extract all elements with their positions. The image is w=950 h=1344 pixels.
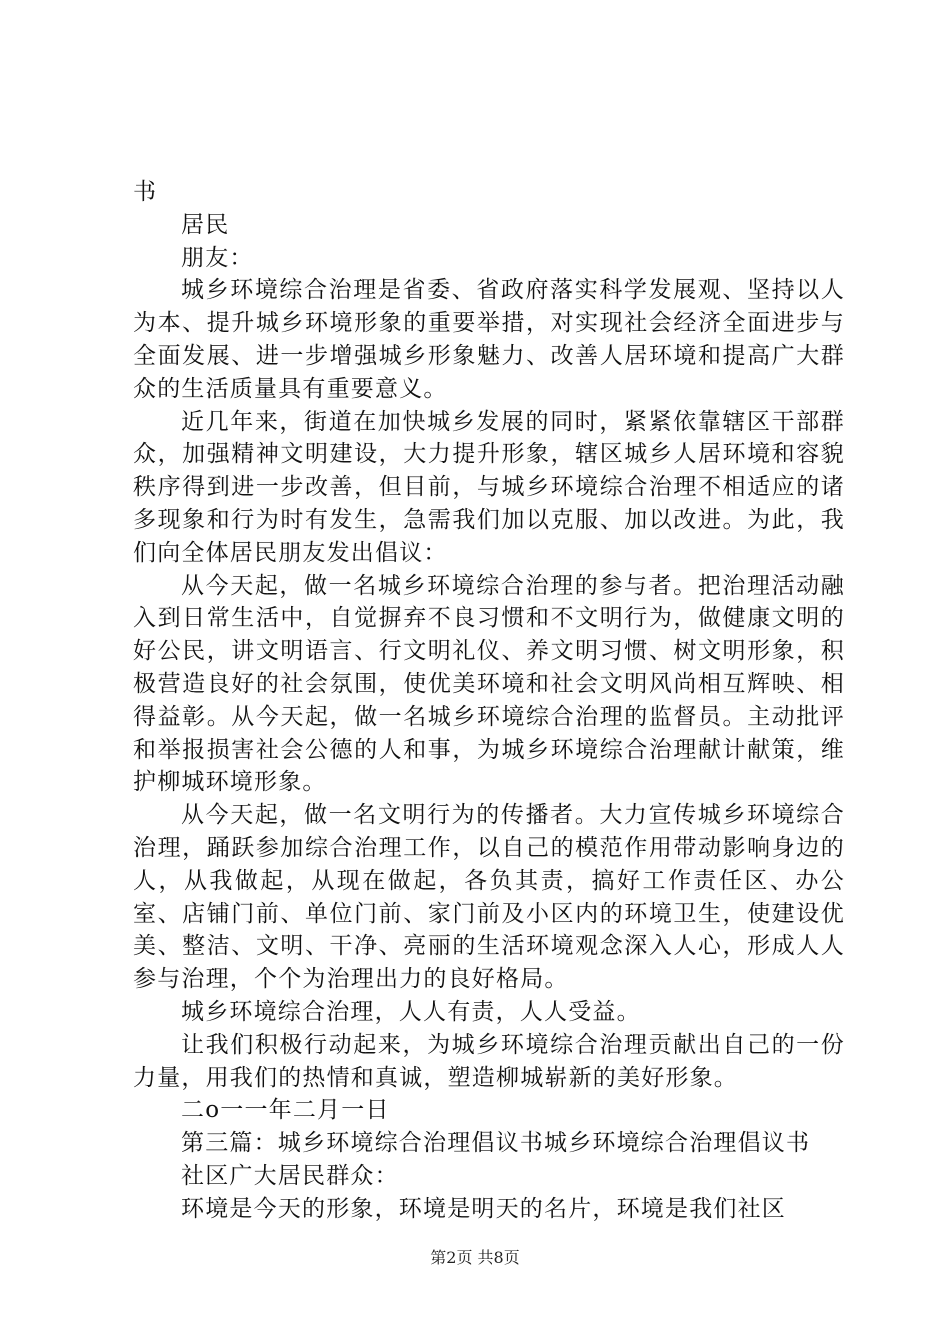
salutation: 社区广大居民群众： — [181, 1162, 399, 1189]
document-body — [133, 176, 845, 1226]
paragraph: 居民 — [181, 211, 230, 238]
paragraph: 让我们积极行动起来，为城乡环境综合治理贡献出自己的一份力量，用我们的热情和真诚，塑造柳城崭新的美好形象。 — [133, 1031, 845, 1091]
paragraph: 书 — [133, 179, 158, 205]
paragraph: 城乡环境综合治理是省委、省政府落实科学发展观、坚持以人为本、提升城乡环境形象的重要举措，对实现社会经济全面进步与全面发展、进一步增强城乡形象魅力、改善人居环境和提高广大群众的生活质量具有重要意义。 — [133, 277, 845, 402]
paragraph: 环境是今天的形象，环境是明天的名片，环境是我们社区 — [181, 1195, 786, 1222]
paragraph: 近几年来，街道在加快城乡发展的同时，紧紧依靠辖区干部群众，加强精神文明建设，大力提升形象，辖区城乡人居环境和容貌秩序得到进一步改善，但目前，与城乡环境综合治理不相适应的诸多现象和行为时有发生，急需我们加以克服、加以改进。为此，我们向全体居民朋友发出倡议： — [133, 408, 845, 566]
paragraph: 从今天起，做一名文明行为的传播者。大力宣传城乡环境综合治理，踊跃参加综合治理工作，以自己的模范作用带动影响身边的人，从我做起，从现在做起，各负其责，搞好工作责任区、办公室、店铺门前、单位门前、家门前及小区内的环境卫生，使建设优美、整洁、文明、干净、亮丽的生活环境观念深入人心，形成人人参与治理，个个为治理出力的良好格局。 — [133, 802, 845, 993]
page-footer: 第2页 共8页 — [430, 1248, 520, 1267]
paragraph: 城乡环境综合治理，人人有责，人人受益。 — [181, 998, 641, 1025]
date-line: 二o一一年二月一日 — [181, 1097, 390, 1124]
paragraph: 从今天起，做一名城乡环境综合治理的参与者。把治理活动融入到日常生活中，自觉摒弃不良习惯和不文明行为，做健康文明的好公民，讲文明语言、行文明礼仪、养文明习惯、树文明形象，积极营造良好的社会氛围，使优美环境和社会文明风尚相互辉映、相得益彰。从今天起，做一名城乡环境综合治理的监督员。主动批评和举报损害社会公德的人和事，为城乡环境综合治理献计献策，维护柳城环境形象。 — [133, 572, 845, 796]
section-heading: 第三篇：城乡环境综合治理倡议书城乡环境综合治理倡议书 — [181, 1130, 811, 1157]
paragraph: 朋友： — [181, 244, 254, 271]
